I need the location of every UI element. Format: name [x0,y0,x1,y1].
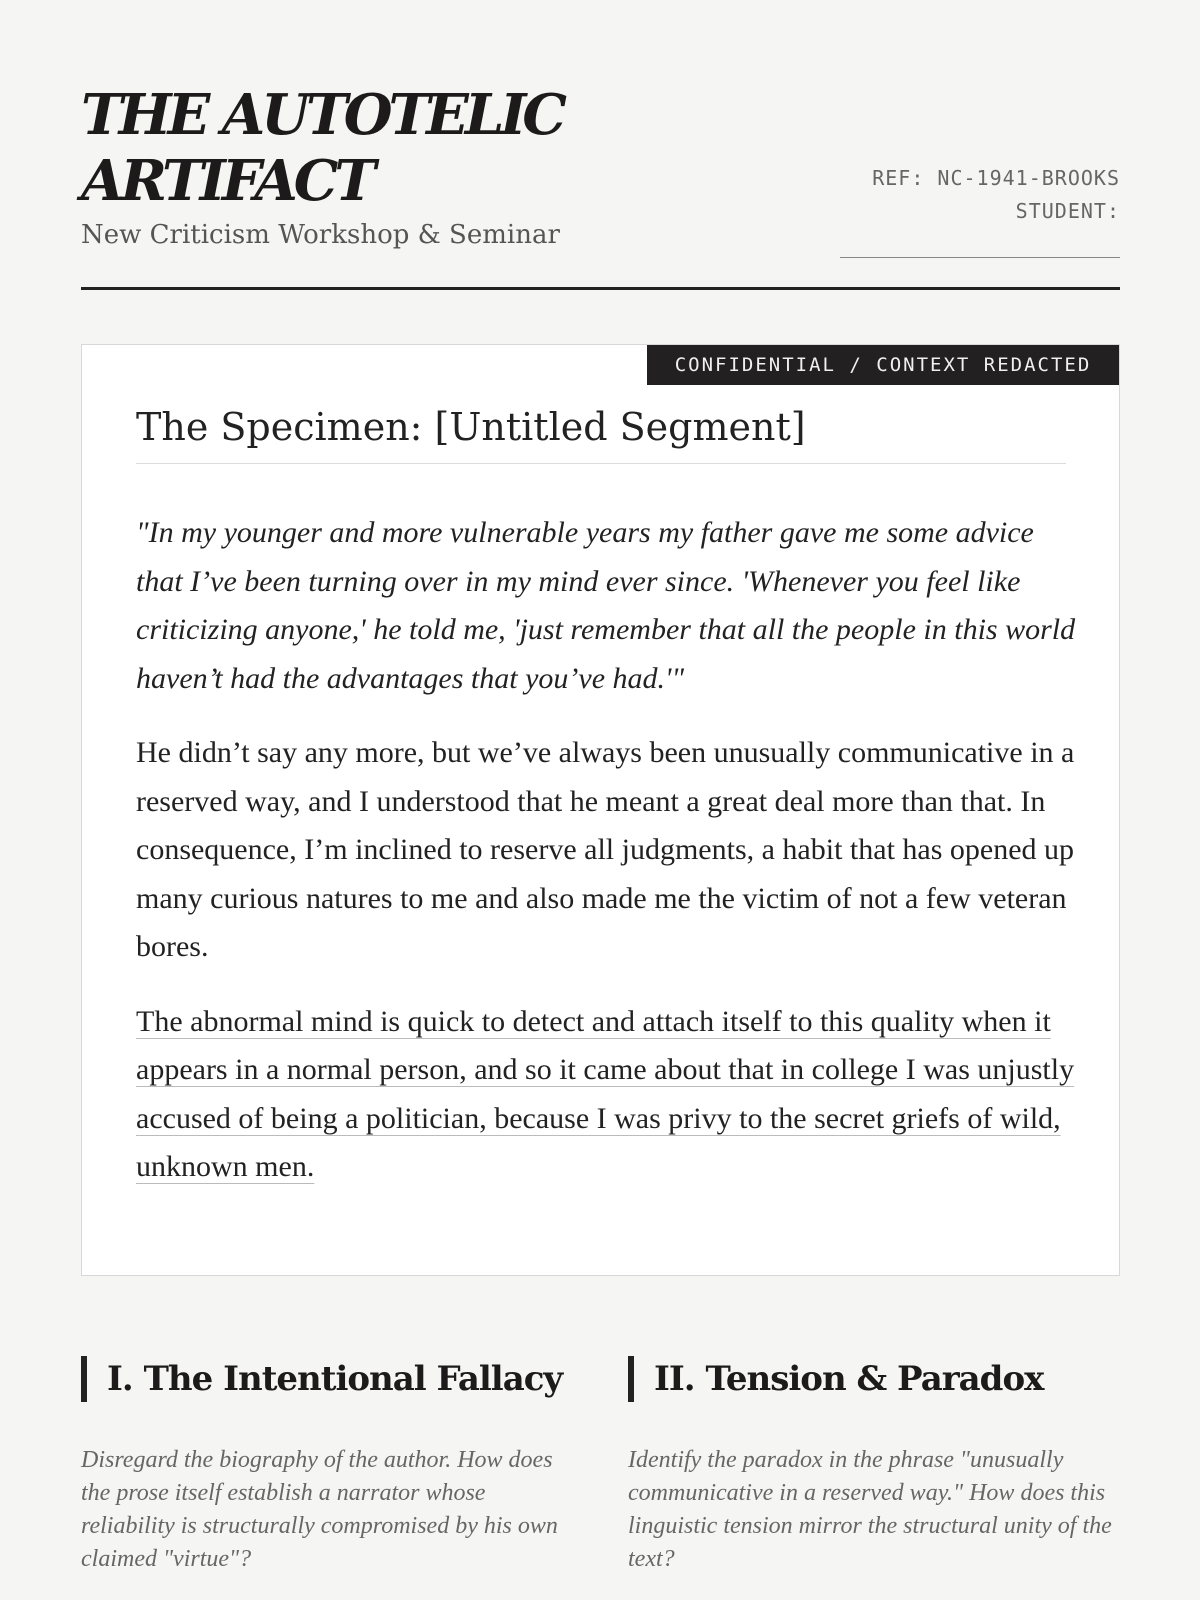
section-prompt: Identify the paradox in the phrase "unusually communicative in a reserved way." How does this linguistic tension mirror the structural unity of the text? [628,1447,1112,1572]
section-intentional-fallacy [81,1356,571,1576]
specimen-text [136,509,1076,1218]
page-subtitle: New Criticism Workshop & Seminar [81,220,560,250]
specimen-paragraph: He didn’t say any more, but we’ve always been unusually communicative in a reserved way, and I understood that he meant a great deal more than that. In consequence, I’m inclined to reserve all judgments, a habit that has opened up many curious natures to me and also made me the victim of not a few veteran bores. [136,736,1075,963]
section-heading: II. Tension & Paradox [628,1356,1118,1402]
document-meta [840,162,1120,258]
section-prompt: Disregard the biography of the author. How does the prose itself establish a narrator whose reliability is structurally compromised by his own claimed "virtue"? [81,1447,558,1572]
page-title: THE AUTOTELIC ARTIFACT [81,82,563,214]
specimen-paragraph-highlighted: The abnormal mind is quick to detect and attach itself to this quality when it appears in a normal person, and so it came about that in college I was unjustly accused of being a politician, because I was privy to the secret griefs of wild, unknown men. [136,1004,1075,1183]
specimen-title: The Specimen: [Untitled Segment] [136,405,1066,464]
confidential-badge: CONFIDENTIAL / CONTEXT REDACTED [647,345,1119,385]
specimen-quote: "In my younger and more vulnerable years my father gave me some advice that I’ve been turning over in my mind ever since. 'Whenever you feel like criticizing anyone,' he told me, 'just remember that all the people in this world haven’t had the advantages that you’ve had.'" [136,516,1076,695]
specimen-card [81,344,1120,1276]
reference-code: REF: NC-1941-BROOKS [872,166,1120,190]
student-name-field[interactable] [840,228,1120,258]
page-header [81,82,1120,290]
student-label: STUDENT: [1015,199,1120,223]
section-heading: I. The Intentional Fallacy [81,1356,571,1402]
section-tension-paradox [628,1356,1118,1576]
